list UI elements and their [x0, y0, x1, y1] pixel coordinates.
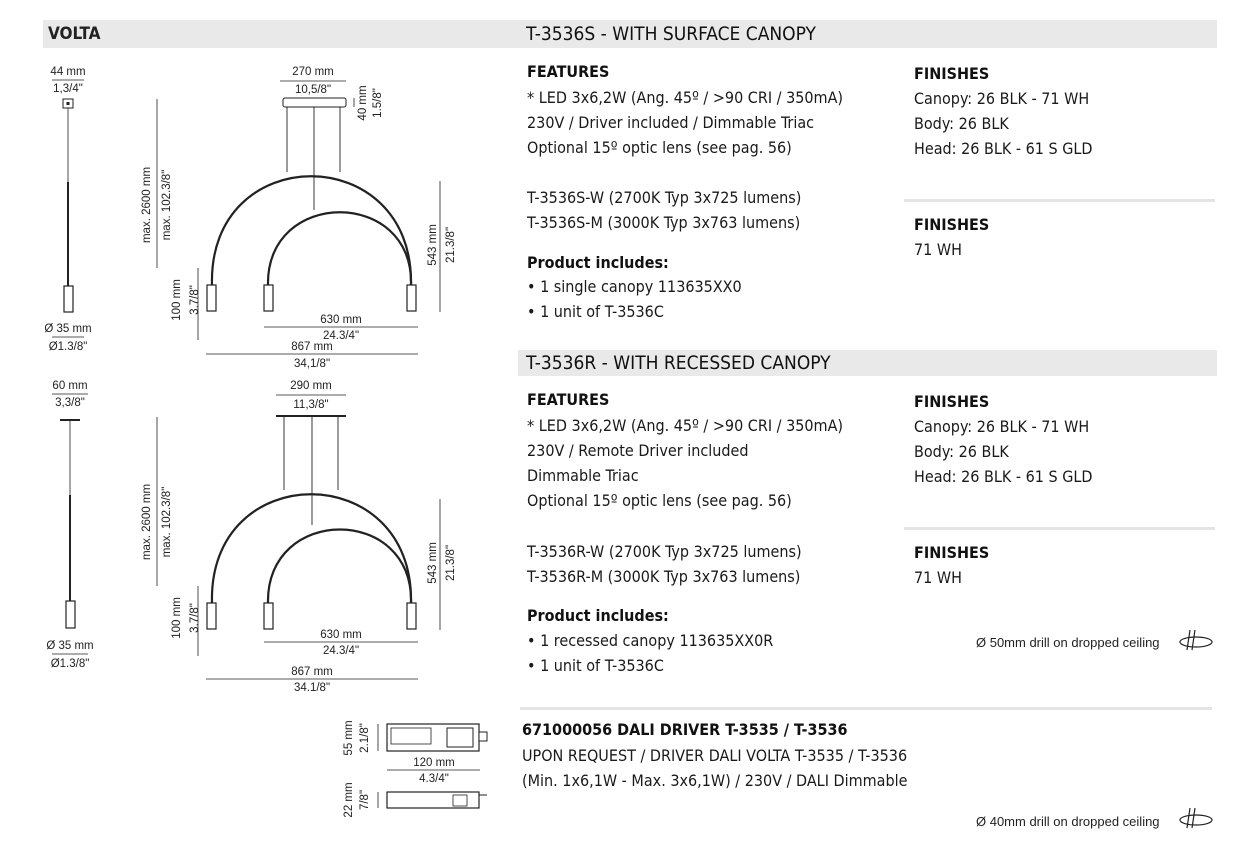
variant-line: T-3536R-M (3000K Typ 3x763 lumens): [527, 567, 801, 586]
feature-line: 230V / Remote Driver included: [527, 441, 749, 460]
finish-line: Canopy: 26 BLK - 71 WH: [914, 417, 1090, 436]
finish-line: Body: 26 BLK: [914, 114, 1009, 133]
finish-line: Head: 26 BLK - 61 S GLD: [914, 467, 1093, 486]
drill-note: Ø 50mm drill on dropped ceiling: [976, 635, 1160, 650]
variant-line: T-3536S-W (2700K Typ 3x725 lumens): [527, 188, 802, 207]
dim-label: Ø 35 mm: [46, 640, 94, 652]
dim-label: max. 102.3/8": [161, 486, 173, 558]
dim-label: 3.7/8": [189, 603, 201, 633]
feature-line: Dimmable Triac: [527, 466, 639, 485]
dim-label: 10,5/8": [294, 84, 332, 96]
include-line: • 1 unit of T-3536C: [527, 302, 664, 321]
dim-label: 34,1/8": [293, 358, 331, 370]
dim-label: 3,3/8": [55, 397, 85, 409]
finish-line: 71 WH: [914, 568, 962, 587]
finish-line: Head: 26 BLK - 61 S GLD: [914, 139, 1093, 158]
dim-label: 7/8": [359, 789, 371, 811]
dim-label: Ø 35 mm: [44, 323, 92, 335]
driver-line: (Min. 1x6,1W - Max. 3x6,1W) / 230V / DALI Dimmable: [522, 771, 908, 790]
dim-label: 1,3/4": [53, 83, 83, 95]
finish-line: 71 WH: [914, 240, 962, 259]
dim-label: 60 mm: [52, 380, 88, 392]
dim-label: 543 mm: [427, 542, 439, 584]
dim-label: 100 mm: [171, 279, 183, 321]
feature-line: Optional 15º optic lens (see pag. 56): [527, 491, 792, 510]
includes-list: [527, 274, 742, 324]
side-view-surface: [44, 66, 91, 353]
driver-line: UPON REQUEST / DRIVER DALI VOLTA T-3535 / T-3536: [522, 746, 908, 765]
dim-label: 34.1/8": [293, 682, 331, 694]
dim-label: 2.1/8": [359, 723, 371, 753]
dim-label: 867 mm: [291, 666, 333, 678]
divider: [520, 707, 1212, 710]
dim-label: max. 102.3/8": [161, 169, 173, 241]
dim-label: 4.3/4": [419, 773, 449, 785]
divider: [904, 199, 1215, 202]
dim-label: Ø1.3/8": [50, 658, 90, 670]
finishes-title: FINISHES: [914, 543, 990, 562]
dim-label: 270 mm: [292, 66, 334, 78]
dim-label: 290 mm: [290, 380, 332, 392]
driver-drawing: [343, 720, 487, 817]
dim-label: 3.7/8": [189, 285, 201, 315]
dim-label: max. 2600 mm: [141, 483, 153, 561]
features-list: [527, 85, 843, 160]
dim-label: 630 mm: [320, 314, 362, 326]
features-title: FEATURES: [527, 62, 610, 81]
finishes-title: FINISHES: [914, 392, 990, 411]
include-line: • 1 single canopy 113635XX0: [527, 277, 742, 296]
includes-title: Product includes:: [527, 253, 669, 272]
section-title-recessed: T-3536R - WITH RECESSED CANOPY: [526, 352, 831, 374]
dim-label: 22 mm: [343, 782, 355, 818]
dim-label: 543 mm: [427, 224, 439, 266]
finishes-list: [914, 86, 1092, 161]
dim-label: 11,3/8": [293, 399, 329, 411]
dim-label: 40 mm: [357, 85, 369, 121]
include-line: • 1 unit of T-3536C: [527, 656, 664, 675]
drill-icon: [1178, 628, 1216, 654]
technical-drawing: [0, 0, 520, 857]
features-list: [527, 413, 843, 513]
variant-line: T-3536S-M (3000K Typ 3x763 lumens): [527, 213, 801, 232]
dim-label: 1.5/8": [372, 88, 384, 118]
dim-label: 867 mm: [291, 341, 333, 353]
dim-label: 100 mm: [171, 597, 183, 639]
variants-list: [527, 539, 802, 589]
driver-title: 671000056 DALI DRIVER T-3535 / T-3536: [522, 720, 848, 739]
finish-line: Canopy: 26 BLK - 71 WH: [914, 89, 1090, 108]
variant-line: T-3536R-W (2700K Typ 3x725 lumens): [527, 542, 802, 561]
front-view-recessed: [141, 380, 457, 694]
dim-label: 44 mm: [50, 66, 86, 78]
front-view-surface: [141, 66, 457, 370]
includes-list: [527, 628, 773, 678]
finishes-list: [914, 414, 1092, 489]
finishes-title: FINISHES: [914, 215, 990, 234]
driver-lines: [522, 743, 907, 793]
feature-line: * LED 3x6,2W (Ang. 45º / >90 CRI / 350mA): [527, 88, 844, 107]
dim-label: 21.3/8": [445, 226, 457, 264]
features-title: FEATURES: [527, 390, 610, 409]
variants-list: [527, 185, 801, 235]
include-line: • 1 recessed canopy 113635XX0R: [527, 631, 774, 650]
drill-icon: [1178, 806, 1216, 832]
feature-line: * LED 3x6,2W (Ang. 45º / >90 CRI / 350mA): [527, 416, 844, 435]
finishes-title: FINISHES: [914, 64, 990, 83]
drill-note: Ø 40mm drill on dropped ceiling: [976, 814, 1160, 829]
dim-label: 120 mm: [413, 757, 455, 769]
dim-label: 55 mm: [343, 720, 355, 756]
finish-line: Body: 26 BLK: [914, 442, 1009, 461]
dim-label: 21.3/8": [445, 544, 457, 582]
section-title-surface: T-3536S - WITH SURFACE CANOPY: [526, 23, 816, 45]
divider: [904, 527, 1215, 530]
dim-label: 24.3/4": [322, 645, 360, 657]
side-view-recessed: [46, 380, 93, 670]
feature-line: 230V / Driver included / Dimmable Triac: [527, 113, 815, 132]
includes-title: Product includes:: [527, 606, 669, 625]
feature-line: Optional 15º optic lens (see pag. 56): [527, 138, 792, 157]
dim-label: 24.3/4": [322, 330, 360, 342]
dim-label: max. 2600 mm: [141, 166, 153, 244]
brand-title: VOLTA: [48, 24, 101, 44]
dim-label: 630 mm: [320, 629, 362, 641]
dim-label: Ø1.3/8": [48, 341, 88, 353]
